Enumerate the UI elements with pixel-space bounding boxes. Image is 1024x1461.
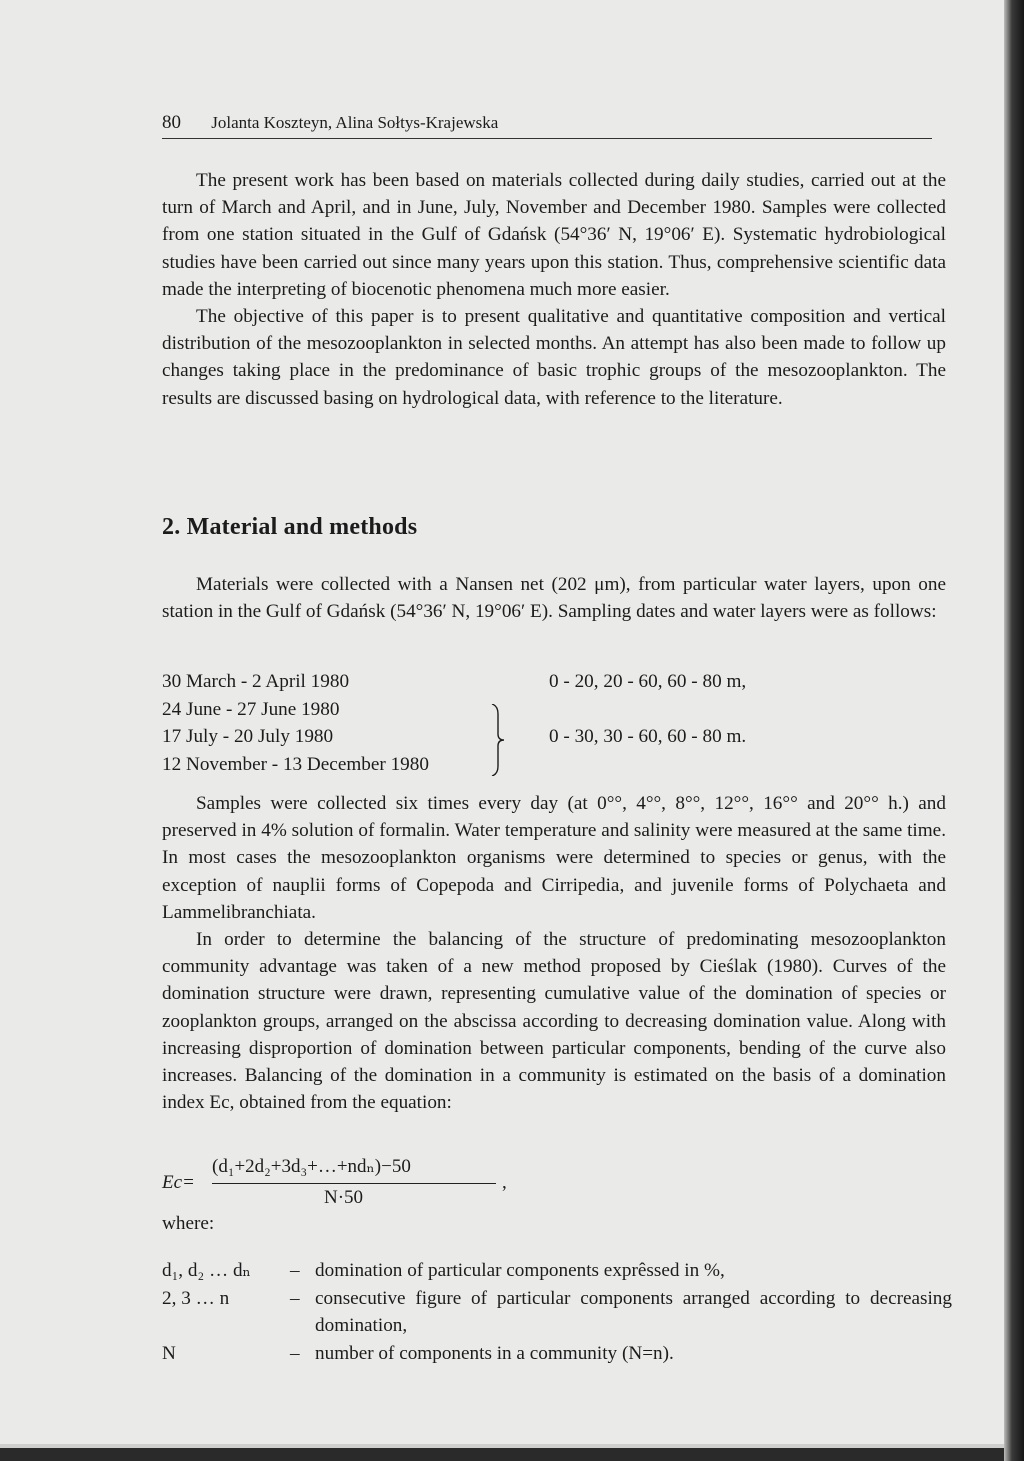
running-header [162, 112, 932, 139]
section-heading: 2. Material and methods [162, 514, 418, 540]
methods-intro [162, 571, 946, 625]
definition-item [162, 1285, 952, 1340]
header-authors: Jolanta Koszteyn, Alina Sołtys-Krajewska [211, 113, 499, 132]
definition-symbol: N [162, 1342, 176, 1364]
definition-symbol: 2, 3 … n [162, 1287, 230, 1309]
definition-text: domination of particular components exprêssed in %, [315, 1260, 725, 1281]
sampling-row [162, 723, 952, 751]
intro-paragraph-1: The present work has been based on materials collected during daily studies, carried out at the turn of March and April, and in June, July, November and December 1980. Samples were collected from one station situated in the Gulf of Gdańsk (54°36′ N, 19°06′ E). Systematic hydrobiological studies have been carried out since many years upon this station. Thus, comprehensive scientific data made the interpreting of biocenotic phenomena much more easier. [162, 170, 946, 300]
definition-symbol: d₁, d₂ … dₙ [162, 1260, 251, 1281]
page-number: 80 [162, 112, 181, 133]
equation-denominator: N·50 [324, 1187, 364, 1208]
where-label: where: [162, 1213, 215, 1234]
sampling-dates: 12 November - 13 December 1980 [162, 753, 429, 775]
definition-text: number of components in a community (N=n). [315, 1342, 674, 1364]
definition-dash: – [290, 1260, 300, 1281]
book-spine-shadow [1004, 0, 1024, 1461]
methods-paragraph-1: Samples were collected six times every day (at 0°°, 4°°, 8°°, 12°°, 16°° and 20°° h.) and preserved in 4% solution of formalin. Water temperature and salinity were measured at the same time. In most cases the mesozooplankton organisms were determined to species or genus, with the exception of nauplii forms of Copepoda and Cirripedia, and juvenile forms of Polychaeta and Lammelibranchiata. [162, 793, 946, 923]
sampling-row [162, 668, 952, 696]
definition-dash: – [290, 1287, 300, 1309]
intro-section [162, 167, 946, 412]
sampling-layers: 0 - 30, 30 - 60, 60 - 80 m. [549, 726, 747, 748]
sampling-dates: 30 March - 2 April 1980 [162, 671, 350, 692]
sampling-layers: 0 - 20, 20 - 60, 60 - 80 m, [549, 671, 747, 692]
grouping-brace [488, 704, 508, 776]
sampling-row [162, 751, 952, 779]
equation-numerator: (d₁+2d₂+3d₃+…+ndₙ)−50 [212, 1156, 411, 1177]
methods-paragraph-2: In order to determine the balancing of the structure of predominating mesozooplankton community advantage was taken of a new method proposed by Cieślak (1980). Curves of the domination structure were drawn, representing cumulative value of the domination of species or zooplankton groups, arranged on the abscissa according to decreasing domination value. Along with increasing disproportion of domination between particular components, bending of the curve also increases. Balancing of the domination in a community is estimated on the basis of a domination index Ec, obtained from the equation: [162, 929, 946, 1114]
definition-dash: – [290, 1342, 300, 1364]
sampling-dates: 24 June - 27 June 1980 [162, 698, 340, 720]
equation-trail: , [502, 1172, 507, 1193]
sampling-row [162, 696, 952, 724]
definition-item [162, 1257, 952, 1285]
definitions-list [162, 1257, 952, 1367]
definition-text: consecutive figure of particular components arranged according to decreasing domination, [315, 1287, 952, 1337]
methods-intro-paragraph: Materials were collected with a Nansen net (202 μm), from particular water layers, upon one station in the Gulf of Gdańsk (54°36′ N, 19°06′ E). Sampling dates and water layers were as follows: [162, 574, 946, 623]
intro-paragraph-2: The objective of this paper is to present qualitative and quantitative composition and vertical distribution of the mesozooplankton in selected months. An attempt has also been made to follow up changes taking place in the predominance of basic trophic groups of the mesozooplankton. The results are discussed basing on hydrological data, with reference to the literature. [162, 306, 946, 409]
domination-index-equation [162, 1155, 562, 1215]
sampling-table [162, 668, 952, 778]
equation-lhs: Ec= [162, 1172, 195, 1193]
sampling-dates: 17 July - 20 July 1980 [162, 726, 334, 748]
fraction-bar [212, 1183, 496, 1184]
methods-body [162, 790, 946, 1116]
definition-item [162, 1340, 952, 1368]
